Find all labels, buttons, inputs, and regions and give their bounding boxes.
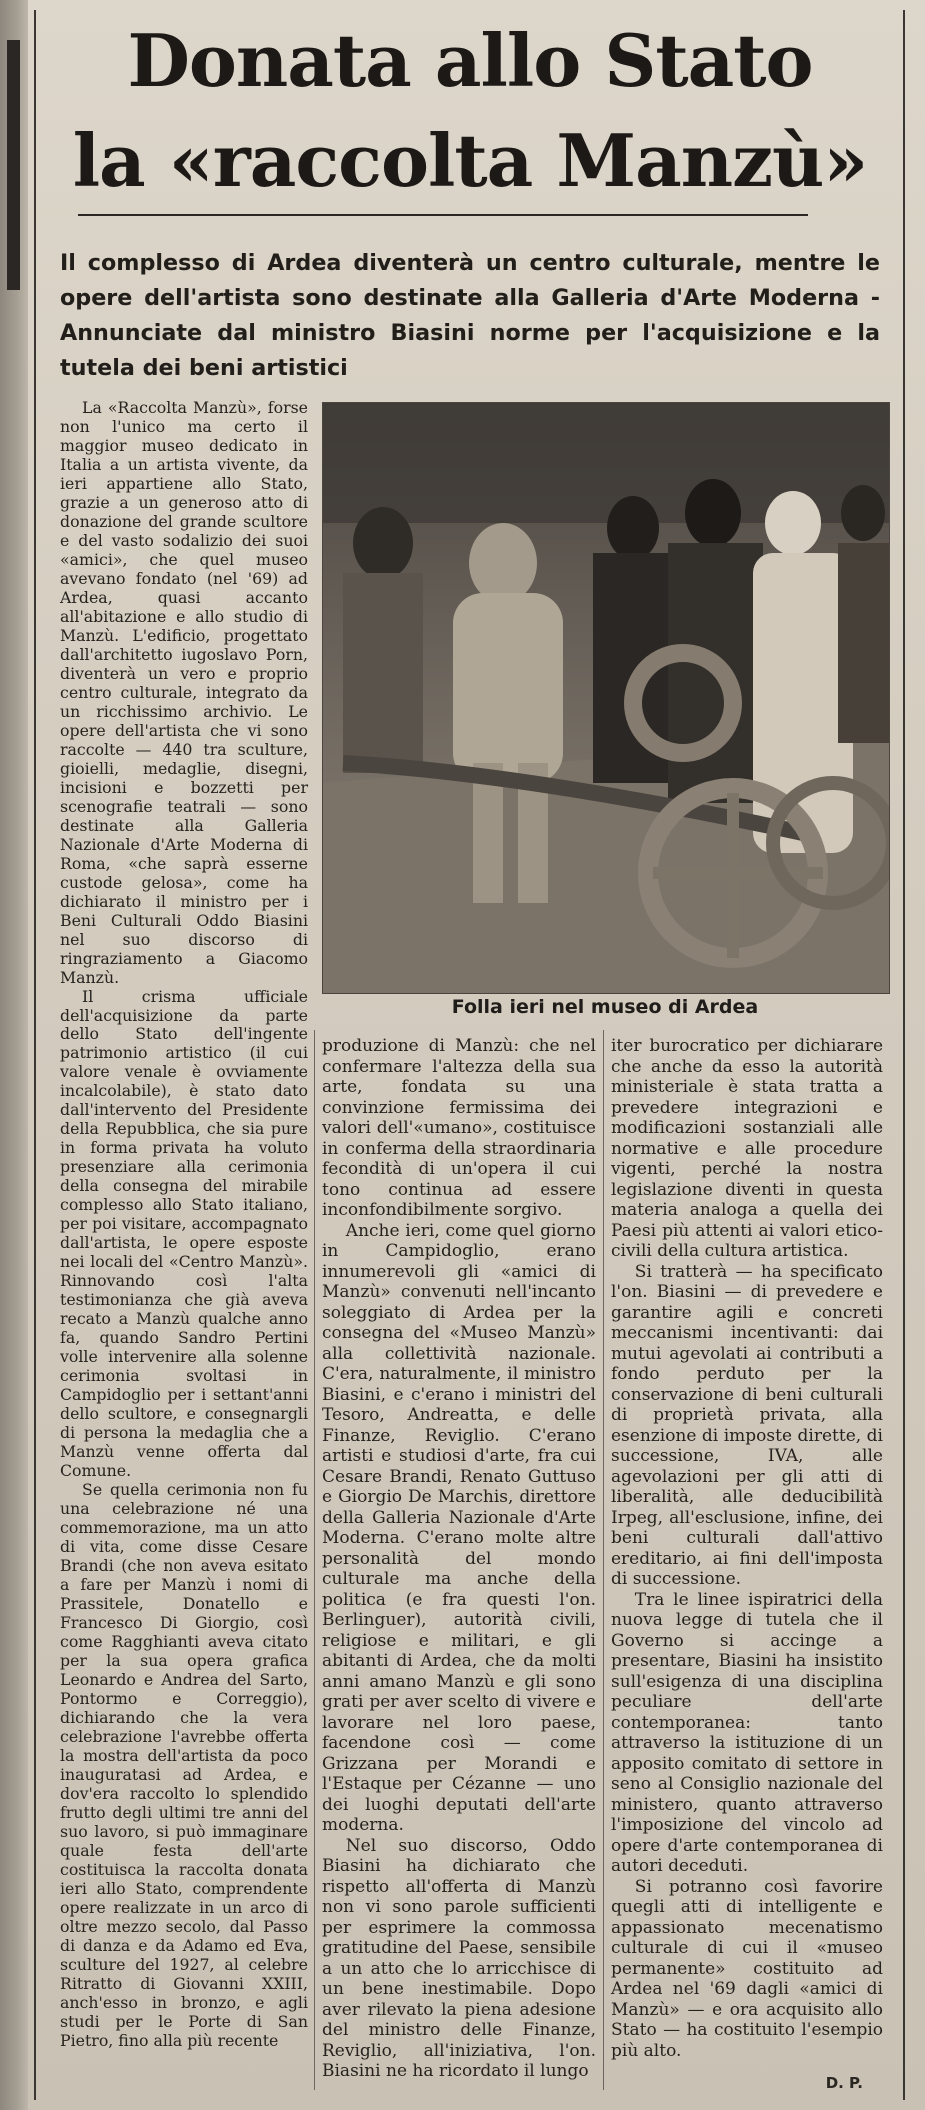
adjacent-column-edge bbox=[0, 0, 28, 2110]
headline-line-2: la «raccolta Manzù» bbox=[72, 118, 868, 203]
museum-photo bbox=[322, 402, 890, 994]
paragraph: iter burocratico per dichiarare che anche da esso la autorità ministeriale è stata tratta a prevedere integrazioni e modificazioni sostanziali alle normative e alle procedure vigenti, perché la nostra legislazione diventi in questa materia analoga a quella dei Paesi più attenti ai valori etico-civili della cultura artistica. bbox=[611, 1036, 883, 1261]
subheadline: Il complesso di Ardea diventerà un centro culturale, mentre le opere dell'artista sono destinate alla Galleria d'Arte Moderna - Annunciate dal ministro Biasini norme per l'acquisizione e la tutela dei beni artistici bbox=[60, 250, 880, 381]
right-border-rule bbox=[903, 10, 905, 2100]
article-column-2 bbox=[322, 1036, 596, 2082]
paragraph: Anche ieri, come quel giorno in Campidoglio, erano innumerevoli gli «amici di Manzù» convenuti nell'incanto soleggiato di Ardea per la consegna del «Museo Manzù» alla collettività nazionale. C'era, naturalmente, il ministro Biasini, e c'erano i ministri del Tesoro, Andreatta, e delle Finanze, Reviglio. C'erano artisti e studiosi d'arte, fra cui Cesare Brandi, Renato Guttuso e Giorgio De Marchis, direttore della Galleria Nazionale d'Arte Moderna. C'erano molte altre personalità del mondo culturale ma anche della politica (e fra questi l'on. Berlinguer), autorità civili, religiose e militari, e gli abitanti di Ardea, che da molti anni amano Manzù e gli sono grati per aver scelto di vivere e lavorare nel loro paese, facendone così — come Grizzana per Morandi e l'Estaque per Cézanne — uno dei luoghi deputati dell'arte moderna. bbox=[322, 1220, 596, 1835]
left-border-rule bbox=[34, 10, 36, 2100]
paragraph: produzione di Manzù: che nel confermare l'altezza della sua arte, fondata su una convinzione fermissima dei valori dell'«umano», costituisce in conferma della straordinaria fecondità di un'opera il cui tono continua ad essere inconfondibilmente sorgivo. bbox=[322, 1036, 596, 1220]
photo-image bbox=[323, 403, 889, 993]
column-divider bbox=[603, 1030, 604, 2090]
headline-line-1: Donata allo Stato bbox=[127, 18, 813, 103]
article-column-3 bbox=[611, 1036, 883, 2061]
paragraph: Si tratterà — ha specificato l'on. Biasini — di prevedere e garantire agili e concreti meccanismi incentivanti: dai mutui agevolati ai contributi a fondo perduto per la conservazione di beni culturali di proprietà privata, alla esenzione di imposte dirette, di successione, IVA, alle agevolazioni per gli atti di liberalità, alle deducibilità Irpeg, all'esclusione, infine, dei beni culturali dall'attivo ereditario, ai fini dell'imposta di successione. bbox=[611, 1261, 883, 1589]
photo-caption: Folla ieri nel museo di Ardea bbox=[451, 996, 759, 1018]
author-signature: D. P. bbox=[825, 2074, 863, 2092]
headline-rule bbox=[78, 214, 808, 216]
article-column-1 bbox=[60, 398, 308, 2050]
paragraph: Tra le linee ispiratrici della nuova legge di tutela che il Governo si accinge a presentare, Biasini ha insistito sull'esigenza di una disciplina peculiare dell'arte contemporanea: tanto attraverso la istituzione di un apposito comitato di settore in seno al Consiglio nazionale del ministero, quanto attraverso l'imposizione del vincolo ad opere d'arte contemporanea di autori deceduti. bbox=[611, 1589, 883, 1876]
paragraph: Il crisma ufficiale dell'acquisizione da parte dello Stato dell'ingente patrimonio artistico (il cui valore venale è ovviamente incalcolabile), è stato dato dall'intervento del Presidente della Repubblica, che sia pure in forma privata ha voluto presenziare alla cerimonia della consegna del mirabile complesso allo Stato italiano, per poi visitare, accompagnato dall'artista, le opere esposte nei locali del «Centro Manzù». Rinnovando così l'alta testimonianza che già aveva recato a Manzù qualche anno fa, quando Sandro Pertini volle intervenire alla solenne cerimonia svoltasi in Campidoglio per i settant'anni dello scultore, e consegnargli di persona la medaglia che a Manzù venne offerta dal Comune. bbox=[60, 986, 308, 1481]
paragraph: Se quella cerimonia non fu una celebrazione né una commemorazione, ma un atto di vita, come disse Cesare Brandi (che non aveva esitato a fare per Manzù i nomi di Prassitele, Donatello e Francesco Di Giorgio, così come Ragghianti aveva citato per la sua opera grafica Leonardo e Andrea del Sarto, Pontormo e Correggio), dichiarando che la vera celebrazione l'avrebbe offerta la mostra dell'artista da poco inauguratasi ad Ardea, e dov'era raccolto lo splendido frutto degli ultimi tre anni del suo lavoro, si può immaginare quale festa dell'arte costituisca la raccolta donata ieri allo Stato, comprendente opere realizzate in un arco di oltre mezzo secolo, dal Passo di danza e da Adamo ed Eva, sculture del 1927, al celebre Ritratto di Giovanni XXIII, anch'esso in bronzo, e agli studi per le Porte di San Pietro, fino alla più recente bbox=[60, 1480, 308, 2050]
paragraph: Si potranno così favorire quegli atti di intelligente e appassionato mecenatismo culturale di cui il «museo permanente» costituito ad Ardea nel '69 dagli «amici di Manzù» — e ora acquisito allo Stato — ha costituito l'esempio più alto. bbox=[611, 1876, 883, 2061]
paragraph: La «Raccolta Manzù», forse non l'unico ma certo il maggior museo dedicato in Italia a un artista vivente, da ieri appartiene allo Stato, grazie a un generoso atto di donazione del grande scultore e del vasto sodalizio dei suoi «amici», che quel museo avevano fondato (nel '69) ad Ardea, quasi accanto all'abitazione e allo studio di Manzù. L'edificio, progettato dall'architetto iugoslavo Porn, diventerà un vero e proprio centro culturale, integrato da un ricchissimo archivio. Le opere dell'artista che vi sono raccolte — 440 tra sculture, gioielli, medaglie, disegni, incisioni e bozzetti per scenografie teatrali — sono destinate alla Galleria Nazionale d'Arte Moderna di Roma, «che saprà esserne custode gelosa», come ha dichiarato il ministro per i Beni Culturali Oddo Biasini nel suo discorso di ringraziamento a Giacomo Manzù. bbox=[60, 398, 308, 987]
column-divider bbox=[314, 1030, 315, 2090]
paragraph: Nel suo discorso, Oddo Biasini ha dichiarato che rispetto all'offerta di Manzù non vi sono parole sufficienti per esprimere la commossa gratitudine del Paese, sensibile a un atto che lo arricchisce di un bene inestimabile. Dopo aver rilevato la piena adesione del ministro delle Finanze, Reviglio, all'iniziativa, l'on. Biasini ne ha ricordato il lungo bbox=[322, 1835, 596, 2081]
